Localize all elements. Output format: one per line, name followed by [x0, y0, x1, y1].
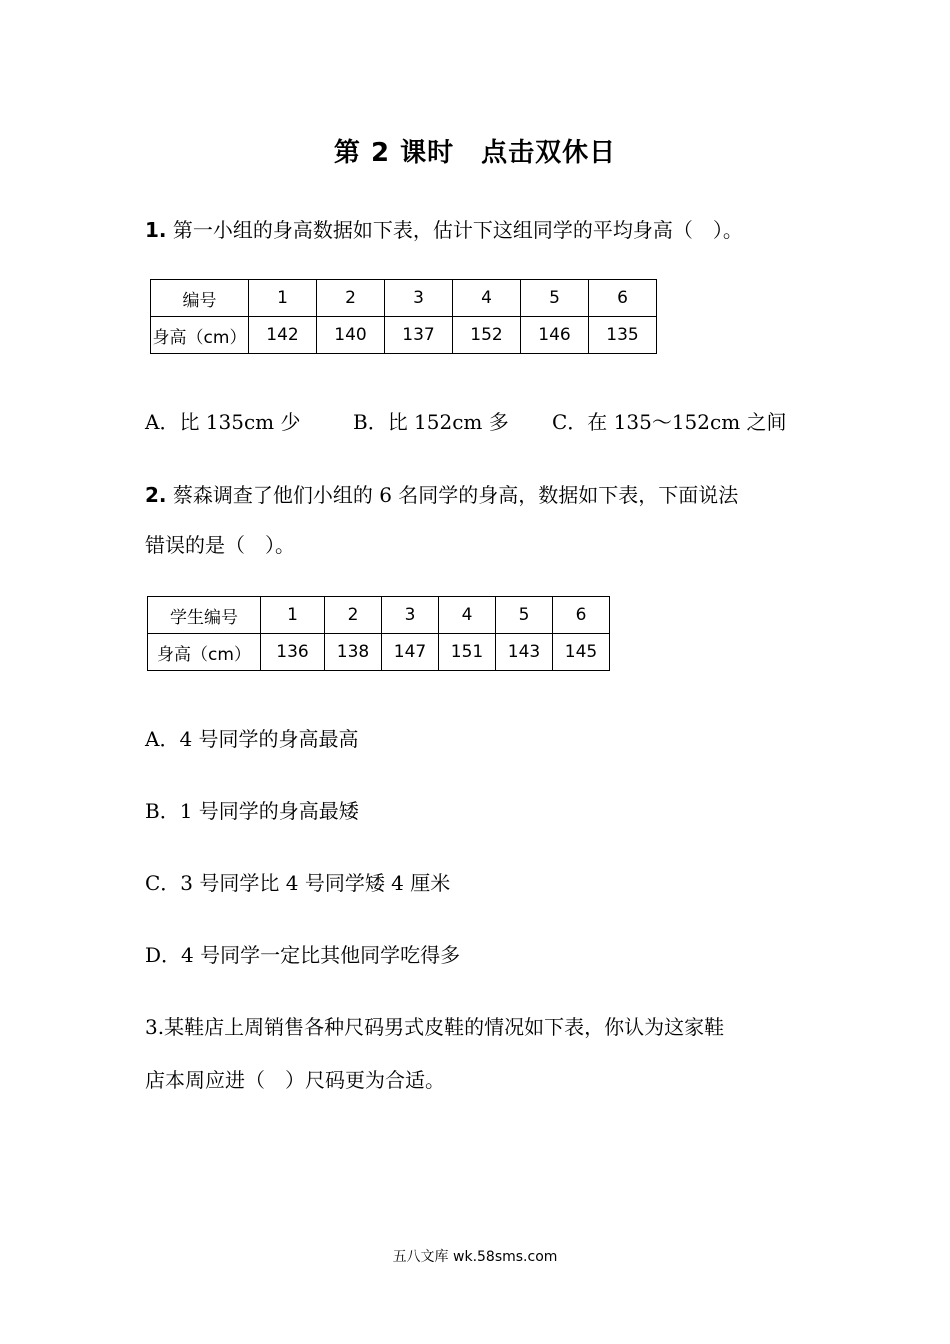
table-header-label: 编号: [151, 280, 249, 317]
table-header-label: 学生编号: [148, 597, 261, 634]
height-table-1: [150, 279, 657, 354]
table-header-cell: 2: [325, 597, 382, 634]
question-3-text-line2: 店本周应进（ ）尺码更为合适。: [145, 1068, 445, 1092]
option-a[interactable]: A．4 号同学的身高最高: [145, 727, 359, 751]
table-row-label: 身高（cm）: [151, 317, 249, 354]
table-row-label: 身高（cm）: [148, 634, 261, 671]
table-header-row: [148, 597, 610, 634]
table-cell: 145: [553, 634, 610, 671]
page-title: 第 2 课时 点击双休日: [333, 138, 617, 168]
table-cell: 143: [496, 634, 553, 671]
table-header-cell: 5: [496, 597, 553, 634]
table-header-row: [151, 280, 657, 317]
table-header-cell: 2: [317, 280, 385, 317]
table-cell: 146: [521, 317, 589, 354]
table-cell: 137: [385, 317, 453, 354]
footer-watermark: 五八文库 wk.58sms.com: [392, 1249, 558, 1265]
table-header-cell: 5: [521, 280, 589, 317]
question-2-text-line2: 错误的是（ ）。: [145, 533, 295, 557]
table-header-cell: 4: [439, 597, 496, 634]
table-cell: 142: [249, 317, 317, 354]
option-b[interactable]: B．1 号同学的身高最矮: [145, 799, 359, 823]
option-c[interactable]: C．在 135～152cm 之间: [552, 410, 787, 434]
table-row: [151, 317, 657, 354]
table-cell: 136: [261, 634, 325, 671]
table-cell: 138: [325, 634, 382, 671]
table-cell: 152: [453, 317, 521, 354]
table-header-cell: 3: [385, 280, 453, 317]
question-2-text: 蔡森调查了他们小组的 6 名同学的身高，数据如下表，下面说法: [166, 483, 739, 507]
question-1-text: 第一小组的身高数据如下表，估计下这组同学的平均身高（ ）。: [166, 218, 743, 242]
table-header-cell: 3: [382, 597, 439, 634]
table-header-cell: 6: [553, 597, 610, 634]
table-row: [148, 634, 610, 671]
question-1-number: 1.: [145, 218, 167, 242]
table-header-cell: 6: [589, 280, 657, 317]
option-a[interactable]: A．比 135cm 少: [145, 410, 301, 434]
option-c[interactable]: C．3 号同学比 4 号同学矮 4 厘米: [145, 871, 451, 895]
table-header-cell: 1: [249, 280, 317, 317]
table-cell: 135: [589, 317, 657, 354]
option-d[interactable]: D．4 号同学一定比其他同学吃得多: [145, 943, 461, 967]
table-cell: 147: [382, 634, 439, 671]
question-3-text-line1: 3.某鞋店上周销售各种尺码男式皮鞋的情况如下表，你认为这家鞋: [145, 1015, 725, 1039]
question-1-options: [145, 408, 787, 436]
table-cell: 151: [439, 634, 496, 671]
table-header-cell: 1: [261, 597, 325, 634]
table-cell: 140: [317, 317, 385, 354]
height-table-2: [147, 596, 610, 671]
question-2: [145, 481, 738, 509]
question-2-number: 2.: [145, 483, 167, 507]
option-b[interactable]: B．比 152cm 多: [353, 410, 509, 434]
table-header-cell: 4: [453, 280, 521, 317]
question-1: [145, 216, 743, 244]
